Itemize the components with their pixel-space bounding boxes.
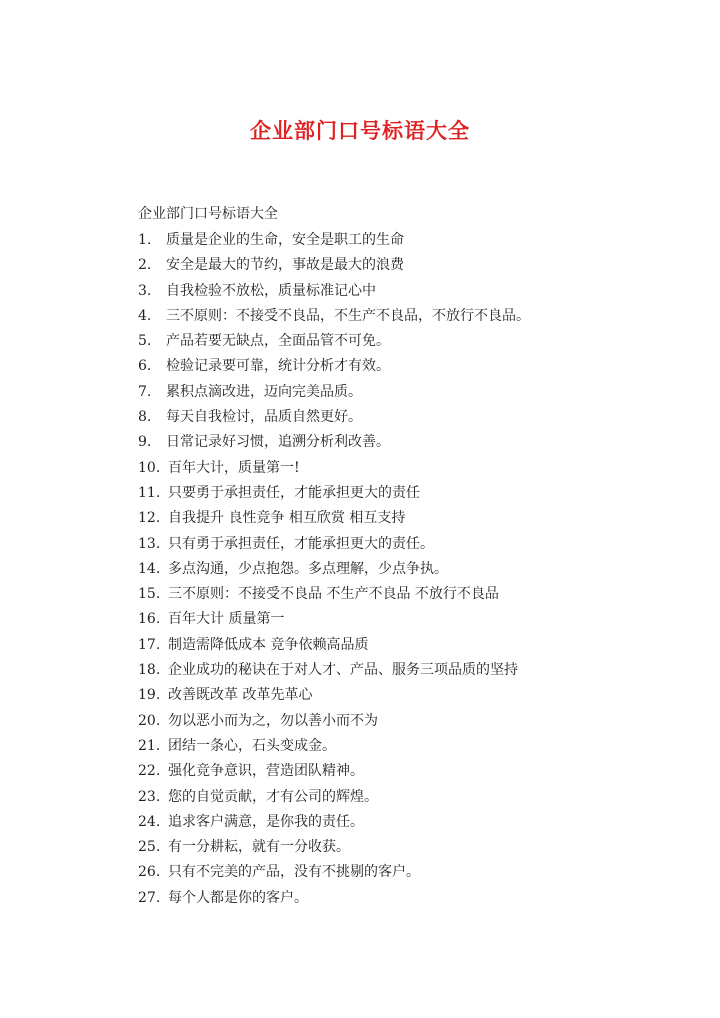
list-item-number: 11. bbox=[138, 484, 161, 501]
list-item bbox=[138, 354, 698, 379]
list-item bbox=[138, 835, 698, 860]
list-item-number: 5. bbox=[138, 333, 152, 350]
list-item bbox=[138, 430, 698, 455]
list-item-number: 10. bbox=[138, 459, 161, 476]
list-item bbox=[138, 506, 698, 531]
page-title: 企业部门口号标语大全 bbox=[250, 118, 470, 143]
list-item-text: 您的自觉贡献，才有公司的辉煌。 bbox=[168, 788, 378, 805]
list-item-text: 每个人都是你的客户。 bbox=[168, 889, 308, 906]
list-item bbox=[138, 658, 698, 683]
list-item-text: 质量是企业的生命，安全是职工的生命 bbox=[166, 232, 404, 248]
list-item-number: 26. bbox=[138, 864, 161, 881]
list-item-text: 只有勇于承担责任，才能承担更大的责任。 bbox=[168, 535, 434, 552]
list-item bbox=[138, 734, 698, 759]
list-item-text: 团结一条心，石头变成金。 bbox=[168, 737, 336, 754]
list-item bbox=[138, 279, 698, 304]
list-item-text: 自我检验不放松，质量标准记心中 bbox=[166, 282, 376, 299]
list-item-text: 安全是最大的节约，事故是最大的浪费 bbox=[166, 257, 404, 274]
list-item-text: 追求客户满意，是你我的责任。 bbox=[168, 813, 364, 830]
section-heading: 企业部门口号标语大全 bbox=[138, 206, 278, 222]
list-item-text: 只要勇于承担责任，才能承担更大的责任 bbox=[168, 484, 420, 501]
list-item-number: 16. bbox=[138, 611, 161, 628]
list-item bbox=[138, 532, 698, 557]
list-item bbox=[138, 380, 698, 405]
slogan-list bbox=[138, 228, 698, 911]
list-item bbox=[138, 557, 698, 582]
list-item bbox=[138, 860, 698, 885]
list-item-number: 2. bbox=[138, 257, 152, 274]
list-item-number: 22. bbox=[138, 763, 161, 780]
list-item-number: 6. bbox=[138, 358, 152, 375]
list-item bbox=[138, 759, 698, 784]
list-item bbox=[138, 709, 698, 734]
list-item-text: 百年大计 质量第一 bbox=[168, 611, 285, 628]
list-item-text: 累积点滴改进，迈向完美品质。 bbox=[166, 383, 362, 400]
list-item-text: 强化竞争意识，营造团队精神。 bbox=[168, 763, 364, 780]
list-item-number: 8. bbox=[138, 409, 152, 426]
list-item bbox=[138, 785, 698, 810]
list-item-number: 25. bbox=[138, 839, 161, 856]
list-item-number: 13. bbox=[138, 535, 161, 552]
list-item-text: 百年大计，质量第一! bbox=[168, 459, 300, 476]
list-item-number: 27. bbox=[138, 889, 161, 906]
list-item-text: 三不原则：不接受不良品 不生产不良品 不放行不良品 bbox=[168, 586, 499, 603]
list-item-number: 9. bbox=[138, 434, 152, 451]
list-item bbox=[138, 683, 698, 708]
list-item-text: 产品若要无缺点，全面品管不可免。 bbox=[166, 333, 390, 350]
list-item-number: 18. bbox=[138, 662, 161, 679]
list-item-text: 制造需降低成本 竞争依赖高品质 bbox=[168, 636, 369, 653]
list-item bbox=[138, 456, 698, 481]
list-item-text: 每天自我检讨，品质自然更好。 bbox=[166, 409, 362, 426]
list-item-number: 19. bbox=[138, 687, 161, 704]
list-item-number: 20. bbox=[138, 712, 161, 729]
list-item-text: 企业成功的秘诀在于对人才、产品、服务三项品质的坚持 bbox=[168, 662, 518, 679]
list-item-number: 3. bbox=[138, 282, 152, 299]
list-item-number: 12. bbox=[138, 510, 161, 527]
list-item bbox=[138, 228, 698, 253]
list-item-text: 多点沟通，少点抱怨。多点理解，少点争执。 bbox=[168, 560, 448, 577]
list-item bbox=[138, 253, 698, 278]
list-item bbox=[138, 886, 698, 911]
list-item-text: 只有不完美的产品，没有不挑剔的客户。 bbox=[168, 864, 420, 881]
list-item bbox=[138, 810, 698, 835]
list-item-text: 自我提升 良性竞争 相互欣赏 相互支持 bbox=[168, 510, 406, 527]
list-item bbox=[138, 304, 698, 329]
list-item bbox=[138, 633, 698, 658]
list-item-number: 24. bbox=[138, 813, 161, 830]
list-item bbox=[138, 582, 698, 607]
list-item-text: 有一分耕耘，就有一分收获。 bbox=[168, 839, 350, 856]
list-item-number: 14. bbox=[138, 560, 161, 577]
list-item bbox=[138, 405, 698, 430]
list-item-number: 15. bbox=[138, 586, 161, 603]
list-item bbox=[138, 329, 698, 354]
list-item-text: 日常记录好习惯，追溯分析利改善。 bbox=[166, 434, 390, 451]
list-item-number: 4. bbox=[138, 307, 152, 324]
list-item-text: 勿以恶小而为之，勿以善小而不为 bbox=[168, 712, 378, 729]
list-item-number: 1. bbox=[138, 232, 152, 248]
list-item bbox=[138, 481, 698, 506]
list-item-text: 检验记录要可靠，统计分析才有效。 bbox=[166, 358, 390, 375]
list-item-number: 17. bbox=[138, 636, 161, 653]
list-item-number: 7. bbox=[138, 383, 152, 400]
list-item-number: 23. bbox=[138, 788, 161, 805]
list-item-text: 三不原则：不接受不良品，不生产不良品，不放行不良品。 bbox=[166, 307, 530, 324]
list-item bbox=[138, 607, 698, 632]
list-item-text: 改善既改革 改革先革心 bbox=[168, 687, 313, 704]
list-item-number: 21. bbox=[138, 737, 161, 754]
